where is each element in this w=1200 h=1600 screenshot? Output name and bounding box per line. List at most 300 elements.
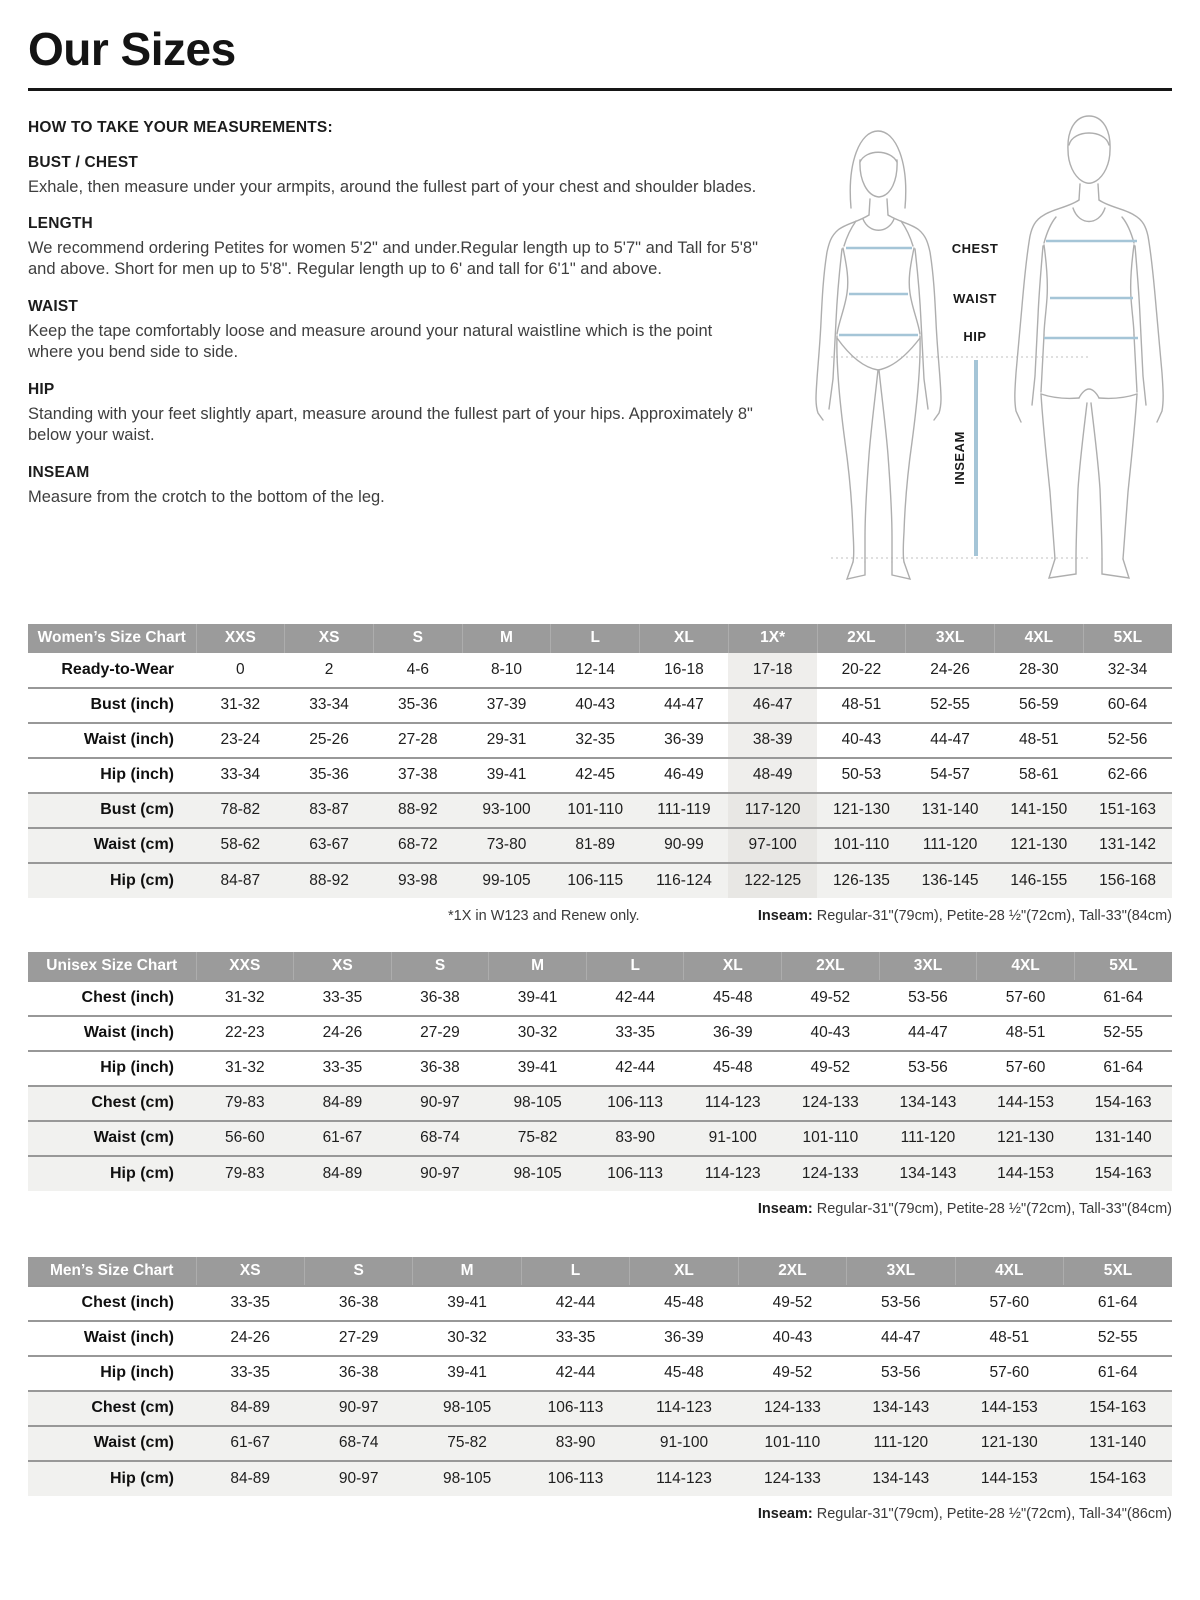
table-row xyxy=(28,1286,1172,1321)
section-bust-chest xyxy=(28,154,760,198)
size-value-cell: 106-113 xyxy=(586,1086,684,1121)
size-column-header: L xyxy=(551,624,640,653)
size-value-cell: 122-125 xyxy=(728,863,817,898)
size-value-cell: 2 xyxy=(324,660,334,678)
size-value-cell: 45-48 xyxy=(684,1051,782,1086)
size-value-cell: 24-26 xyxy=(930,660,970,678)
section-title: LENGTH xyxy=(28,214,93,232)
womens-inseam-footnote xyxy=(758,908,1172,924)
size-column-header: XS xyxy=(196,1257,304,1286)
size-value-cell: 39-41 xyxy=(413,1356,521,1391)
size-value-cell: 33-35 xyxy=(196,1356,304,1391)
table-row xyxy=(28,1051,1172,1086)
one-x-footnote: *1X in W123 and Renew only. xyxy=(448,907,640,924)
size-value-cell: 124-133 xyxy=(738,1461,846,1496)
table-row xyxy=(28,1016,1172,1051)
hip-label: HIP xyxy=(963,328,987,344)
size-value-cell: 22-23 xyxy=(196,1016,294,1051)
size-value-cell: 62-66 xyxy=(1083,758,1172,793)
size-value-cell: 57-60 xyxy=(955,1356,1063,1391)
row-label: Waist (cm) xyxy=(28,1121,196,1156)
size-column-header: M xyxy=(413,1257,521,1286)
size-column-header: L xyxy=(521,1257,629,1286)
size-value-cell: 121-130 xyxy=(955,1426,1063,1461)
size-value-cell: 46-47 xyxy=(728,688,817,723)
size-value-cell: 124-133 xyxy=(782,1086,880,1121)
size-value-cell: 83-90 xyxy=(521,1426,629,1461)
size-value-cell: 61-67 xyxy=(294,1121,392,1156)
row-label: Chest (inch) xyxy=(28,1286,196,1321)
size-value-cell: 111-119 xyxy=(640,793,729,828)
unisex-table-footnote xyxy=(28,1201,1172,1217)
size-value-cell: 134-143 xyxy=(847,1461,955,1496)
size-value-cell: 90-97 xyxy=(391,1156,489,1191)
size-column-header: 2XL xyxy=(782,952,880,981)
size-column-header: 3XL xyxy=(847,1257,955,1286)
size-column-header: 4XL xyxy=(955,1257,1063,1286)
size-value-cell: 151-163 xyxy=(1083,793,1172,828)
size-value-cell: 33-34 xyxy=(285,688,374,723)
row-label: Chest (inch) xyxy=(28,981,196,1016)
size-value-cell: 36-38 xyxy=(391,1051,489,1086)
man-figure-outline xyxy=(1015,116,1163,578)
section-body: We recommend ordering Petites for women 5'2" and under.Regular length up to 5'7" and Tall for 5'8" and above. Short for men up to 5'8". Regular length up to 6' and tall for 6'1" and above. xyxy=(28,238,758,279)
size-value-cell: 48-51 xyxy=(817,688,906,723)
size-value-cell: 68-74 xyxy=(391,1121,489,1156)
size-value-cell: 45-48 xyxy=(630,1356,738,1391)
mens-table-footnote xyxy=(28,1506,1172,1522)
size-value-cell: 154-163 xyxy=(1064,1461,1173,1496)
section-body: Keep the tape comfortably loose and measure around your natural waistline which is the point where you bend side to side. xyxy=(28,321,713,362)
size-value-cell: 36-39 xyxy=(684,1016,782,1051)
table-row xyxy=(28,758,1172,793)
size-value-cell: 61-64 xyxy=(1064,1286,1173,1321)
table-row xyxy=(28,1461,1172,1496)
woman-figure-outline xyxy=(816,131,941,579)
size-value-cell: 121-130 xyxy=(977,1121,1075,1156)
size-value-cell: 81-89 xyxy=(551,828,640,863)
size-value-cell: 97-100 xyxy=(728,828,817,863)
size-value-cell: 39-41 xyxy=(462,758,551,793)
size-column-header: XXS xyxy=(196,624,285,653)
size-value-cell: 106-113 xyxy=(521,1391,629,1426)
size-value-cell: 88-92 xyxy=(373,793,462,828)
row-label: Hip (cm) xyxy=(28,1156,196,1191)
size-column-header: 4XL xyxy=(994,624,1083,653)
table-row xyxy=(28,1321,1172,1356)
size-value-cell: 42-44 xyxy=(521,1286,629,1321)
size-value-cell: 144-153 xyxy=(955,1461,1063,1496)
title-divider xyxy=(28,88,1172,91)
mens-size-chart-table xyxy=(28,1257,1172,1496)
size-value-cell: 98-105 xyxy=(413,1461,521,1496)
table-row xyxy=(28,653,1172,688)
size-value-cell: 58-61 xyxy=(994,758,1083,793)
size-value-cell: 27-28 xyxy=(373,723,462,758)
size-value-cell: 131-140 xyxy=(1074,1121,1172,1156)
size-value-cell: 35-36 xyxy=(373,688,462,723)
size-value-cell: 24-26 xyxy=(294,1016,392,1051)
row-label: Waist (cm) xyxy=(28,828,196,863)
measurement-diagram xyxy=(792,107,1172,590)
size-value-cell: 52-55 xyxy=(906,688,995,723)
section-length xyxy=(28,215,760,281)
size-value-cell: 90-99 xyxy=(640,828,729,863)
size-value-cell: 45-48 xyxy=(630,1286,738,1321)
size-value-cell: 131-142 xyxy=(1083,828,1172,863)
size-value-cell: 141-150 xyxy=(994,793,1083,828)
size-value-cell: 23-24 xyxy=(196,723,285,758)
section-waist xyxy=(28,298,760,364)
womens-size-chart-table xyxy=(28,624,1172,898)
size-value-cell: 78-82 xyxy=(196,793,285,828)
size-value-cell: 101-110 xyxy=(551,793,640,828)
section-body: Standing with your feet slightly apart, measure around the fullest part of your hips. Approximately 8" below your waist. xyxy=(28,404,753,445)
size-value-cell: 61-64 xyxy=(1064,1356,1173,1391)
size-value-cell: 136-145 xyxy=(906,863,995,898)
size-value-cell: 124-133 xyxy=(782,1156,880,1191)
size-value-cell: 36-38 xyxy=(304,1286,412,1321)
size-value-cell: 0 xyxy=(236,660,245,678)
table-row xyxy=(28,1356,1172,1391)
size-value-cell: 63-67 xyxy=(285,828,374,863)
size-value-cell: 52-55 xyxy=(1074,1016,1172,1051)
measurement-lines xyxy=(839,241,1138,556)
size-column-header: 3XL xyxy=(879,952,977,981)
size-value-cell: 144-153 xyxy=(977,1086,1075,1121)
instructions-column xyxy=(28,105,760,590)
size-value-cell: 131-140 xyxy=(1064,1426,1173,1461)
row-label: Waist (inch) xyxy=(28,723,196,758)
size-value-cell: 45-48 xyxy=(684,981,782,1016)
size-value-cell: 17-18 xyxy=(728,653,817,688)
inseam-footnote-label: Inseam: xyxy=(757,1505,813,1522)
size-value-cell: 90-97 xyxy=(391,1086,489,1121)
size-value-cell: 53-56 xyxy=(847,1356,955,1391)
size-value-cell: 33-35 xyxy=(294,1051,392,1086)
size-value-cell: 53-56 xyxy=(879,981,977,1016)
size-value-cell: 134-143 xyxy=(879,1086,977,1121)
size-value-cell: 111-120 xyxy=(847,1426,955,1461)
size-column-header: M xyxy=(462,624,551,653)
table-row xyxy=(28,1121,1172,1156)
row-label: Hip (inch) xyxy=(28,1356,196,1391)
size-column-header: L xyxy=(586,952,684,981)
waist-label: WAIST xyxy=(953,290,997,306)
size-value-cell: 32-34 xyxy=(1107,660,1148,678)
row-label: Hip (cm) xyxy=(28,863,196,898)
row-label: Waist (inch) xyxy=(28,1016,196,1051)
size-value-cell: 114-123 xyxy=(630,1391,738,1426)
size-value-cell: 33-35 xyxy=(196,1286,304,1321)
size-column-header: 1X* xyxy=(728,624,817,653)
size-value-cell: 44-47 xyxy=(640,688,729,723)
size-value-cell: 40-43 xyxy=(817,723,906,758)
table-header-row xyxy=(28,624,1172,653)
size-value-cell: 36-39 xyxy=(640,723,729,758)
size-value-cell: 106-115 xyxy=(551,863,640,898)
size-value-cell: 88-92 xyxy=(285,863,374,898)
size-value-cell: 154-163 xyxy=(1074,1086,1172,1121)
size-value-cell: 30-32 xyxy=(413,1321,521,1356)
section-title: BUST / CHEST xyxy=(28,153,139,171)
size-value-cell: 57-60 xyxy=(977,1051,1075,1086)
size-value-cell: 121-130 xyxy=(994,828,1083,863)
size-value-cell: 134-143 xyxy=(847,1391,955,1426)
size-value-cell: 29-31 xyxy=(462,723,551,758)
size-value-cell: 16-18 xyxy=(664,660,704,678)
row-label: Hip (cm) xyxy=(28,1461,196,1496)
size-value-cell: 68-74 xyxy=(304,1426,412,1461)
size-value-cell: 83-90 xyxy=(586,1121,684,1156)
size-value-cell: 114-123 xyxy=(630,1461,738,1496)
size-value-cell: 53-56 xyxy=(879,1051,977,1086)
size-column-header: S xyxy=(373,624,462,653)
size-column-header: 5XL xyxy=(1074,952,1172,981)
size-value-cell: 24-26 xyxy=(196,1321,304,1356)
size-value-cell: 91-100 xyxy=(684,1121,782,1156)
size-value-cell: 101-110 xyxy=(817,828,906,863)
size-value-cell: 79-83 xyxy=(196,1086,294,1121)
table-row xyxy=(28,1426,1172,1461)
table-title: Women’s Size Chart xyxy=(28,624,196,653)
size-value-cell: 98-105 xyxy=(489,1156,587,1191)
size-value-cell: 31-32 xyxy=(196,981,294,1016)
size-value-cell: 57-60 xyxy=(977,981,1075,1016)
size-value-cell: 50-53 xyxy=(817,758,906,793)
size-value-cell: 33-35 xyxy=(521,1321,629,1356)
inseam-label: INSEAM xyxy=(952,430,967,485)
size-value-cell: 48-51 xyxy=(994,723,1083,758)
size-value-cell: 61-64 xyxy=(1074,981,1172,1016)
size-value-cell: 49-52 xyxy=(782,1051,880,1086)
size-value-cell: 52-56 xyxy=(1083,723,1172,758)
row-label: Chest (cm) xyxy=(28,1391,196,1426)
row-label: Bust (cm) xyxy=(28,793,196,828)
size-value-cell: 154-163 xyxy=(1064,1391,1173,1426)
size-value-cell: 75-82 xyxy=(489,1121,587,1156)
size-value-cell: 144-153 xyxy=(977,1156,1075,1191)
measurement-instructions-section xyxy=(28,105,1172,590)
table-title: Unisex Size Chart xyxy=(28,952,196,981)
size-value-cell: 68-72 xyxy=(373,828,462,863)
size-value-cell: 134-143 xyxy=(879,1156,977,1191)
size-value-cell: 38-39 xyxy=(728,723,817,758)
size-value-cell: 84-89 xyxy=(196,1391,304,1426)
size-value-cell: 61-67 xyxy=(196,1426,304,1461)
size-value-cell: 31-32 xyxy=(196,688,285,723)
row-label: Hip (inch) xyxy=(28,1051,196,1086)
size-value-cell: 106-113 xyxy=(521,1461,629,1496)
size-value-cell: 42-44 xyxy=(521,1356,629,1391)
size-value-cell: 39-41 xyxy=(489,1051,587,1086)
size-column-header: 5XL xyxy=(1064,1257,1173,1286)
size-column-header: 2XL xyxy=(738,1257,846,1286)
row-label: Bust (inch) xyxy=(28,688,196,723)
size-value-cell: 48-51 xyxy=(977,1016,1075,1051)
size-value-cell: 31-32 xyxy=(196,1051,294,1086)
table-row xyxy=(28,1086,1172,1121)
size-column-header: 5XL xyxy=(1083,624,1172,653)
size-value-cell: 44-47 xyxy=(906,723,995,758)
table-row xyxy=(28,1391,1172,1426)
size-value-cell: 27-29 xyxy=(304,1321,412,1356)
size-value-cell: 48-49 xyxy=(728,758,817,793)
table-header-row xyxy=(28,1257,1172,1286)
size-value-cell: 79-83 xyxy=(196,1156,294,1191)
size-value-cell: 33-34 xyxy=(196,758,285,793)
size-value-cell: 90-97 xyxy=(304,1461,412,1496)
size-value-cell: 57-60 xyxy=(955,1286,1063,1321)
size-value-cell: 56-60 xyxy=(196,1121,294,1156)
size-value-cell: 37-39 xyxy=(462,688,551,723)
size-column-header: XL xyxy=(640,624,729,653)
row-label: Ready-to-Wear xyxy=(61,660,174,678)
size-value-cell: 20-22 xyxy=(841,660,882,678)
size-value-cell: 111-120 xyxy=(906,828,995,863)
size-value-cell: 44-47 xyxy=(847,1321,955,1356)
table-title: Men’s Size Chart xyxy=(28,1257,196,1286)
size-column-header: XXS xyxy=(196,952,294,981)
size-value-cell: 30-32 xyxy=(489,1016,587,1051)
size-value-cell: 42-44 xyxy=(586,1051,684,1086)
size-column-header: M xyxy=(489,952,587,981)
size-value-cell: 90-97 xyxy=(304,1391,412,1426)
size-value-cell: 53-56 xyxy=(847,1286,955,1321)
body-measurement-illustration xyxy=(792,107,1172,585)
size-value-cell: 36-38 xyxy=(304,1356,412,1391)
size-value-cell: 126-135 xyxy=(817,863,906,898)
instructions-heading: HOW TO TAKE YOUR MEASUREMENTS: xyxy=(28,118,333,136)
size-value-cell: 93-98 xyxy=(373,863,462,898)
size-value-cell: 44-47 xyxy=(879,1016,977,1051)
size-column-header: S xyxy=(304,1257,412,1286)
size-value-cell: 131-140 xyxy=(906,793,995,828)
size-value-cell: 98-105 xyxy=(489,1086,587,1121)
size-value-cell: 25-26 xyxy=(285,723,374,758)
size-value-cell: 37-38 xyxy=(373,758,462,793)
size-value-cell: 154-163 xyxy=(1074,1156,1172,1191)
size-column-header: XS xyxy=(285,624,374,653)
size-value-cell: 121-130 xyxy=(817,793,906,828)
unisex-size-chart-table xyxy=(28,952,1172,1191)
section-title: HIP xyxy=(28,380,55,398)
size-column-header: S xyxy=(391,952,489,981)
section-inseam xyxy=(28,464,760,508)
table-row xyxy=(28,981,1172,1016)
size-value-cell: 49-52 xyxy=(738,1286,846,1321)
size-value-cell: 114-123 xyxy=(684,1086,782,1121)
size-value-cell: 12-14 xyxy=(575,660,616,678)
table-row xyxy=(28,793,1172,828)
size-value-cell: 61-64 xyxy=(1074,1051,1172,1086)
womens-table-footnotes xyxy=(28,908,1172,924)
size-value-cell: 111-120 xyxy=(879,1121,977,1156)
size-value-cell: 84-89 xyxy=(294,1156,392,1191)
size-column-header: 4XL xyxy=(977,952,1075,981)
size-value-cell: 91-100 xyxy=(630,1426,738,1461)
size-value-cell: 116-124 xyxy=(640,863,729,898)
section-body: Measure from the crotch to the bottom of the leg. xyxy=(28,487,385,506)
table-row xyxy=(28,723,1172,758)
size-value-cell: 33-35 xyxy=(586,1016,684,1051)
size-value-cell: 117-120 xyxy=(728,793,817,828)
size-value-cell: 40-43 xyxy=(738,1321,846,1356)
row-label: Waist (inch) xyxy=(28,1321,196,1356)
page-title: Our Sizes xyxy=(28,23,236,75)
size-value-cell: 39-41 xyxy=(413,1286,521,1321)
size-value-cell: 35-36 xyxy=(285,758,374,793)
size-value-cell: 124-133 xyxy=(738,1391,846,1426)
size-value-cell: 101-110 xyxy=(738,1426,846,1461)
table-row xyxy=(28,688,1172,723)
section-title: INSEAM xyxy=(28,463,90,481)
size-value-cell: 32-35 xyxy=(551,723,640,758)
size-value-cell: 33-35 xyxy=(294,981,392,1016)
size-value-cell: 83-87 xyxy=(285,793,374,828)
size-column-header: 2XL xyxy=(817,624,906,653)
size-column-header: XL xyxy=(684,952,782,981)
chest-label: CHEST xyxy=(951,240,999,256)
row-label: Hip (inch) xyxy=(28,758,196,793)
size-value-cell: 60-64 xyxy=(1083,688,1172,723)
size-value-cell: 28-30 xyxy=(1019,660,1059,678)
size-value-cell: 73-80 xyxy=(462,828,551,863)
size-value-cell: 46-49 xyxy=(640,758,729,793)
size-value-cell: 40-43 xyxy=(551,688,640,723)
size-value-cell: 39-41 xyxy=(489,981,587,1016)
size-value-cell: 84-89 xyxy=(294,1086,392,1121)
size-value-cell: 49-52 xyxy=(782,981,880,1016)
section-hip xyxy=(28,381,760,447)
size-value-cell: 40-43 xyxy=(782,1016,880,1051)
table-row xyxy=(28,1156,1172,1191)
size-value-cell: 8-10 xyxy=(491,660,523,678)
size-value-cell: 56-59 xyxy=(994,688,1083,723)
inseam-footnote-text: Regular-31"(79cm), Petite-28 ½"(72cm), Tall-33"(84cm) xyxy=(812,907,1172,924)
size-value-cell: 84-87 xyxy=(196,863,285,898)
size-value-cell: 36-39 xyxy=(630,1321,738,1356)
size-value-cell: 58-62 xyxy=(196,828,285,863)
size-value-cell: 84-89 xyxy=(196,1461,304,1496)
size-value-cell: 75-82 xyxy=(413,1426,521,1461)
size-column-header: XS xyxy=(294,952,392,981)
table-row xyxy=(28,863,1172,898)
size-value-cell: 93-100 xyxy=(462,793,551,828)
size-column-header: XL xyxy=(630,1257,738,1286)
size-value-cell: 114-123 xyxy=(684,1156,782,1191)
size-value-cell: 27-29 xyxy=(391,1016,489,1051)
size-value-cell: 156-168 xyxy=(1083,863,1172,898)
row-label: Chest (cm) xyxy=(28,1086,196,1121)
inseam-footnote-label: Inseam: xyxy=(757,907,813,924)
size-value-cell: 101-110 xyxy=(782,1121,880,1156)
table-header-row xyxy=(28,952,1172,981)
row-label: Waist (cm) xyxy=(28,1426,196,1461)
section-body: Exhale, then measure under your armpits, around the fullest part of your chest and shoulder blades. xyxy=(28,177,757,196)
size-value-cell: 48-51 xyxy=(955,1321,1063,1356)
size-value-cell: 54-57 xyxy=(906,758,995,793)
size-column-header: 3XL xyxy=(906,624,995,653)
size-value-cell: 4-6 xyxy=(406,660,429,678)
size-value-cell: 146-155 xyxy=(994,863,1083,898)
size-value-cell: 144-153 xyxy=(955,1391,1063,1426)
inseam-footnote-label: Inseam: xyxy=(757,1200,813,1217)
size-value-cell: 36-38 xyxy=(391,981,489,1016)
size-value-cell: 42-45 xyxy=(551,758,640,793)
size-value-cell: 106-113 xyxy=(586,1156,684,1191)
size-value-cell: 49-52 xyxy=(738,1356,846,1391)
